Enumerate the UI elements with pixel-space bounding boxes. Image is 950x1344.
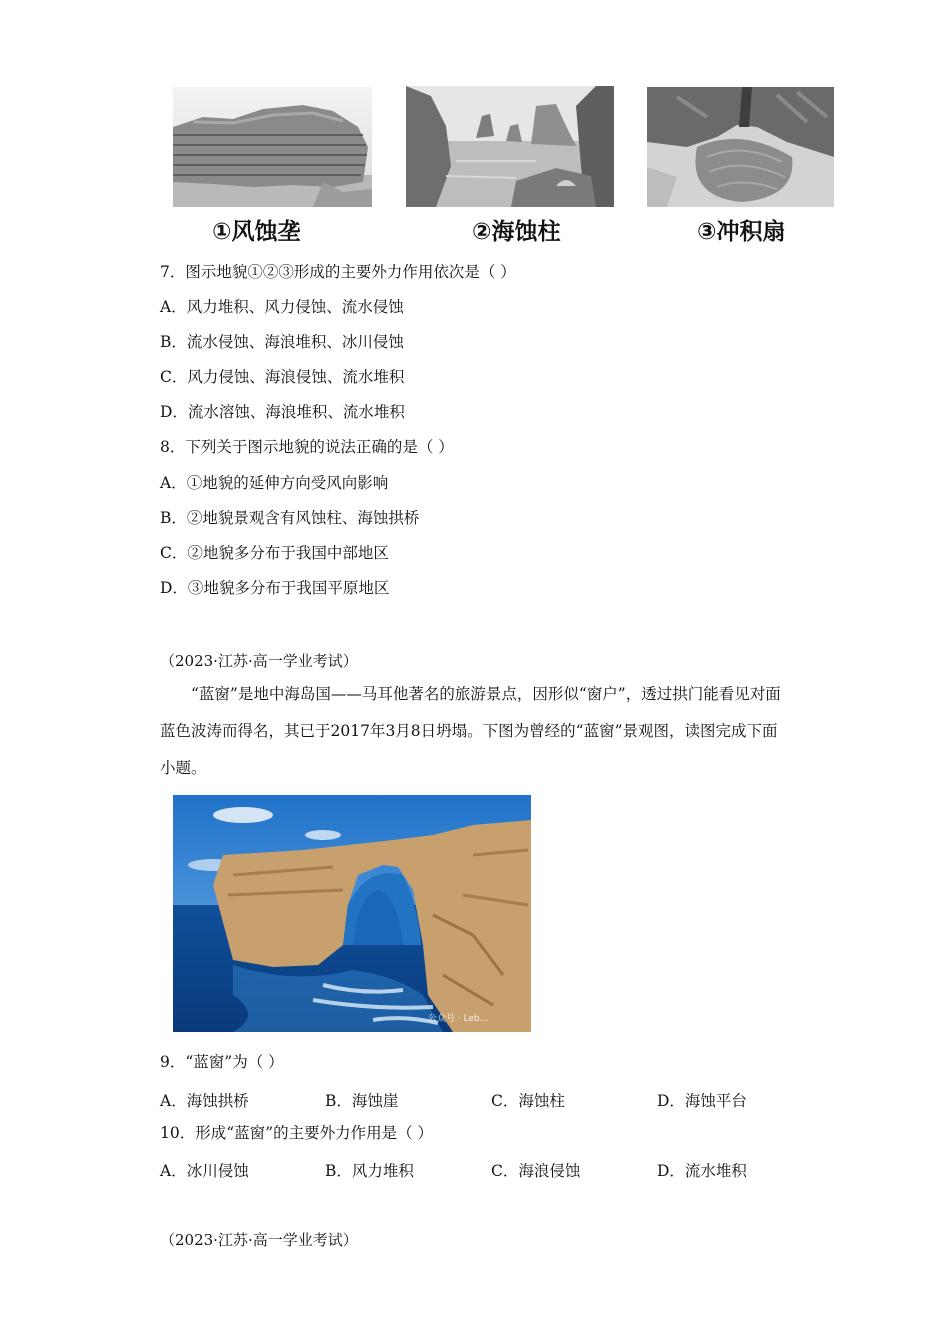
photo-watermark: 公众号 · Leb... (428, 1014, 489, 1024)
question-10-option-d: D．流水堆积 (657, 1162, 747, 1180)
question-10-stem: 10．形成“蓝窗”的主要外力作用是（ ） (160, 1124, 433, 1142)
section-2-source: （2023·江苏·高一学业考试） (160, 652, 358, 670)
section-2-passage: “蓝窗”是地中海岛国——马耳他著名的旅游景点，因形似“窗户”，透过拱门能看见对面蓝色波涛而得名，其已于2017年3月8日坍塌。下图为曾经的“蓝窗”景观图，读图完成下面小题。 (160, 685, 781, 777)
question-7-option-a: A．风力堆积、风力侵蚀、流水侵蚀 (160, 298, 404, 316)
question-9-option-a: A．海蚀拱桥 (160, 1092, 249, 1110)
question-10-option-a: A．冰川侵蚀 (160, 1162, 249, 1180)
question-8-option-b: B．②地貌景观含有风蚀柱、海蚀拱桥 (160, 509, 420, 527)
question-9-option-c: C．海蚀柱 (491, 1092, 565, 1110)
yardang-photo (173, 87, 372, 207)
question-7-stem: 7．图示地貌①②③形成的主要外力作用依次是（ ） (160, 263, 516, 281)
azure-window-photo (173, 795, 531, 1032)
question-8-option-d: D．③地貌多分布于我国平原地区 (160, 579, 390, 597)
question-7-option-d: D．流水溶蚀、海浪堆积、流水堆积 (160, 403, 405, 421)
question-8-stem: 8．下列关于图示地貌的说法正确的是（ ） (160, 438, 454, 456)
alluvial-fan-photo (647, 87, 834, 207)
question-10-option-b: B．风力堆积 (325, 1162, 414, 1180)
question-9-option-b: B．海蚀崖 (325, 1092, 399, 1110)
question-9-stem: 9．“蓝窗”为（ ） (160, 1053, 284, 1071)
question-8-option-c: C．②地貌多分布于我国中部地区 (160, 544, 389, 562)
figure-caption-1: ①风蚀垄 (212, 219, 301, 245)
sea-stack-photo (406, 86, 614, 207)
figure-caption-3: ③冲积扇 (697, 219, 786, 245)
question-7-option-c: C．风力侵蚀、海浪侵蚀、流水堆积 (160, 368, 405, 386)
section-3-source: （2023·江苏·高一学业考试） (160, 1231, 358, 1249)
question-10-option-c: C．海浪侵蚀 (491, 1162, 581, 1180)
question-7-option-b: B．流水侵蚀、海浪堆积、冰川侵蚀 (160, 333, 404, 351)
figure-caption-2: ②海蚀柱 (472, 219, 561, 245)
question-9-option-d: D．海蚀平台 (657, 1092, 747, 1110)
question-8-option-a: A．①地貌的延伸方向受风向影响 (160, 474, 389, 492)
